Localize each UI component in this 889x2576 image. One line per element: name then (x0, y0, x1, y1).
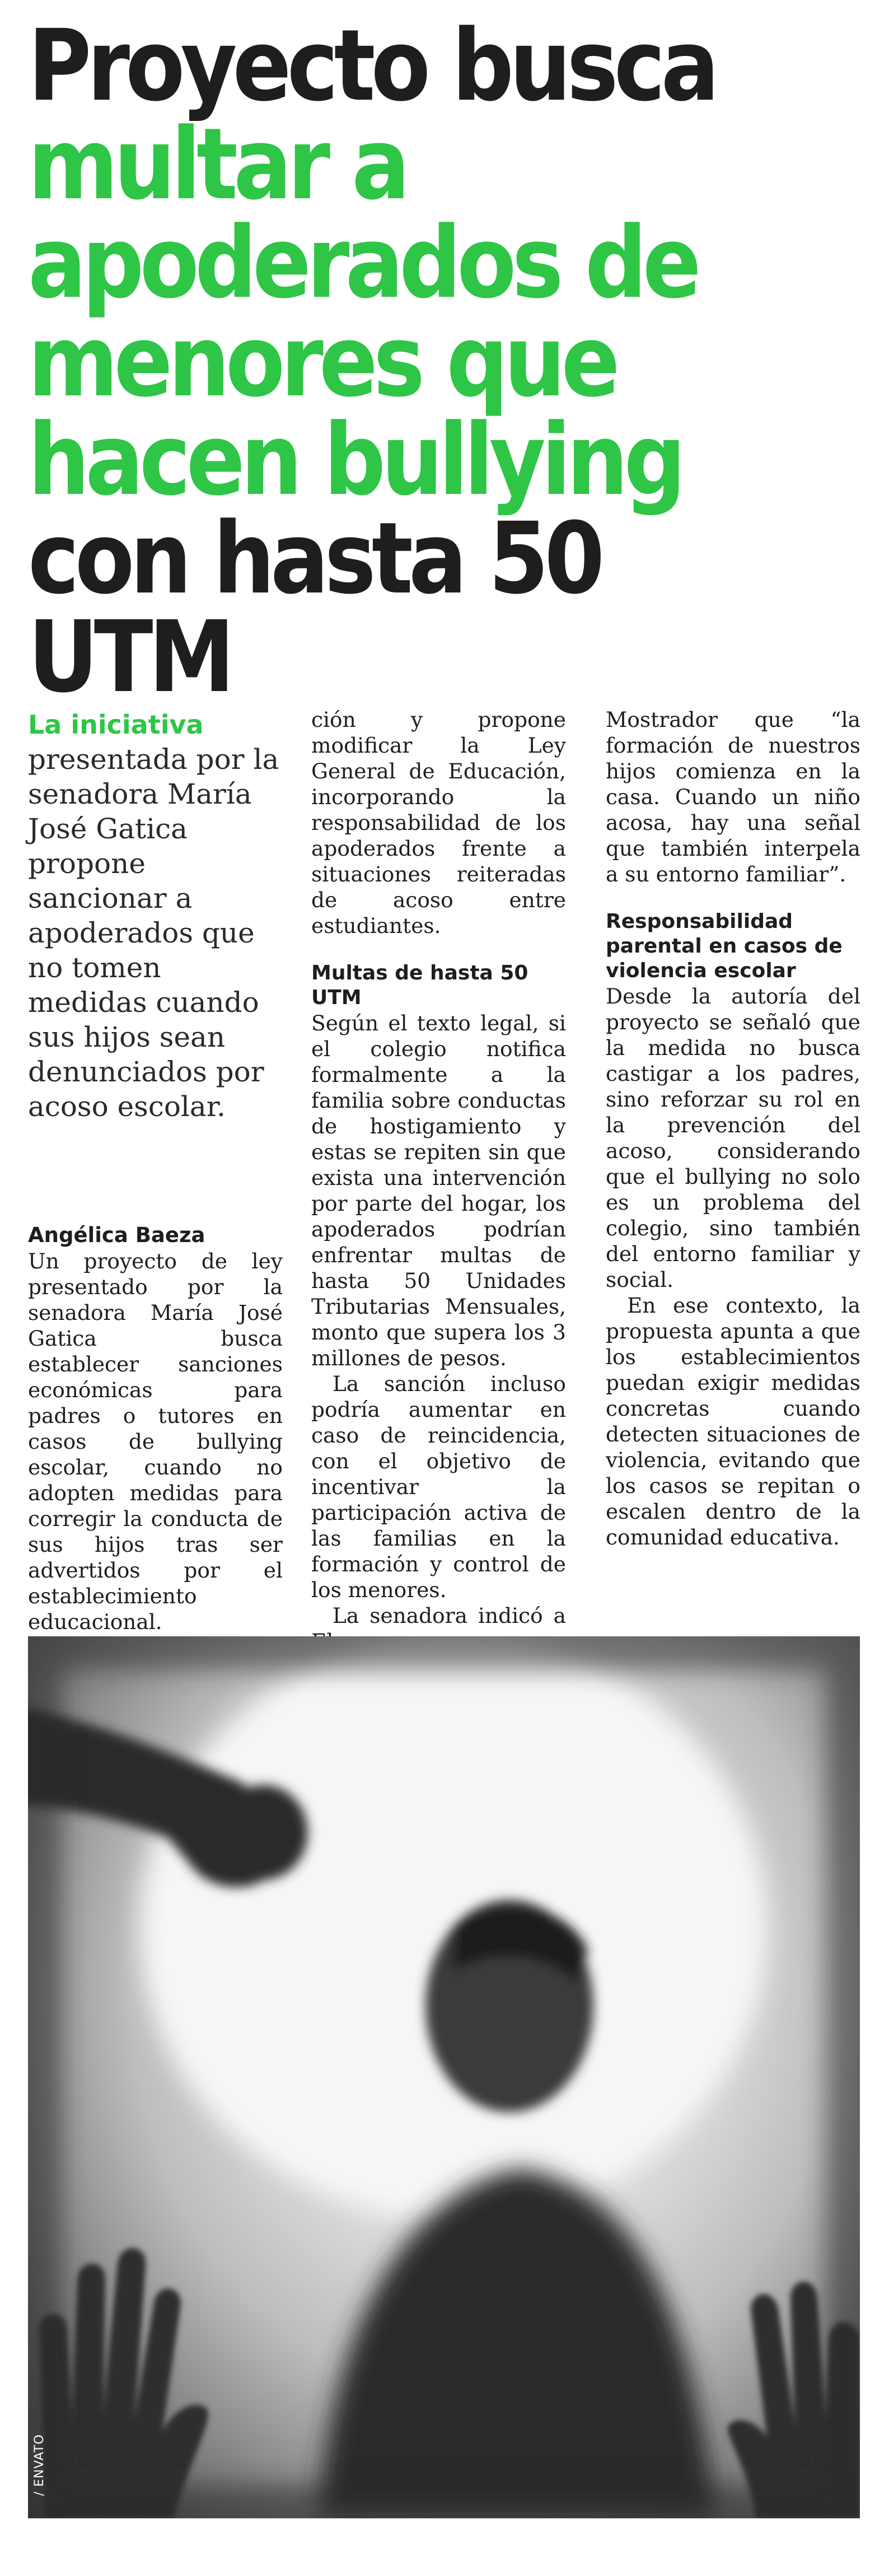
body-paragraph: La senadora indicó a (333, 1603, 566, 1628)
body-paragraph: Desde la autoría del proyecto se señaló que la medida no busca castigar a los padres, sino reforzar su rol en la prevención del acoso, considerando que el bullying no solo es un problema del colegio, sino también del entorno familiar y social. (606, 984, 860, 1292)
subheading-multas: Multas de hasta 50 UTM (311, 962, 528, 1009)
body-paragraph: Mostrador que “la formación de nuestros hijos comienza en la casa. Cuando un niño acosa, hay una señal que también interpela a su entorno familiar”. (606, 707, 860, 886)
body-paragraph: ción y propone modificar la Ley General de Educación, incorporando la responsabilidad de los apoderados frente a situaciones reiteradas de acoso entre estudiantes. (311, 707, 566, 938)
article-column-1 (28, 707, 283, 1712)
headline (28, 8, 767, 715)
body-paragraph: Según el texto legal, si el colegio notifica formalmente a la familia sobre conductas de hostigamiento y estas se repiten sin que exista una intervención por parte del hogar, los apoderados podrían enfrentar multas de hasta 50 Unidades Tributarias Mensuales, monto que supera los 3 millones de pesos. (311, 1011, 566, 1370)
body-paragraph: En ese contexto, la propuesta apunta a que los establecimientos puedan exigir medidas concretas cuando detecten situaciones de violencia, evitando que los casos se repitan o escalen dentro de la comunidad educativa. (606, 1293, 860, 1550)
photo-credit: / ENVATO (32, 2434, 46, 2496)
body-paragraph: La sanción incluso podría aumentar en caso de reincidencia, con el objetivo de incentivar la participación activa de las familias en la formación y control de los menores. (311, 1371, 566, 1602)
lede-text: presentada por la senadora María José Gatica propone sancionar a apoderados que no tomen medidas cuando sus hijos sean denunciados por acoso escolar. (28, 743, 279, 1123)
headline-part3: con hasta 50 UTM (28, 501, 601, 715)
headline-part1: Proyecto busca (28, 8, 715, 123)
article-photo (28, 1636, 860, 2518)
body-paragraph: Un proyecto de ley presentado por la senadora María José Gatica busca establecer sanciones económicas para padres o tutores en casos de bullying escolar, cuando no adopten medidas para corregir la conducta de sus hijos tras ser advertidos por el establecimiento educacional. (28, 1249, 283, 1634)
headline-highlight: multar a apoderados de menores que hacen bullying (28, 107, 697, 517)
subheading-responsabilidad: Responsabilidad parental en casos de violencia escolar (606, 910, 843, 982)
lede (28, 707, 283, 1124)
byline: Angélica Baeza (28, 1223, 205, 1247)
photo-illustration (28, 1636, 860, 2518)
article-column-2 (311, 707, 566, 1654)
article-column-3 (606, 707, 860, 1550)
lede-lead: La iniciativa (28, 710, 204, 740)
